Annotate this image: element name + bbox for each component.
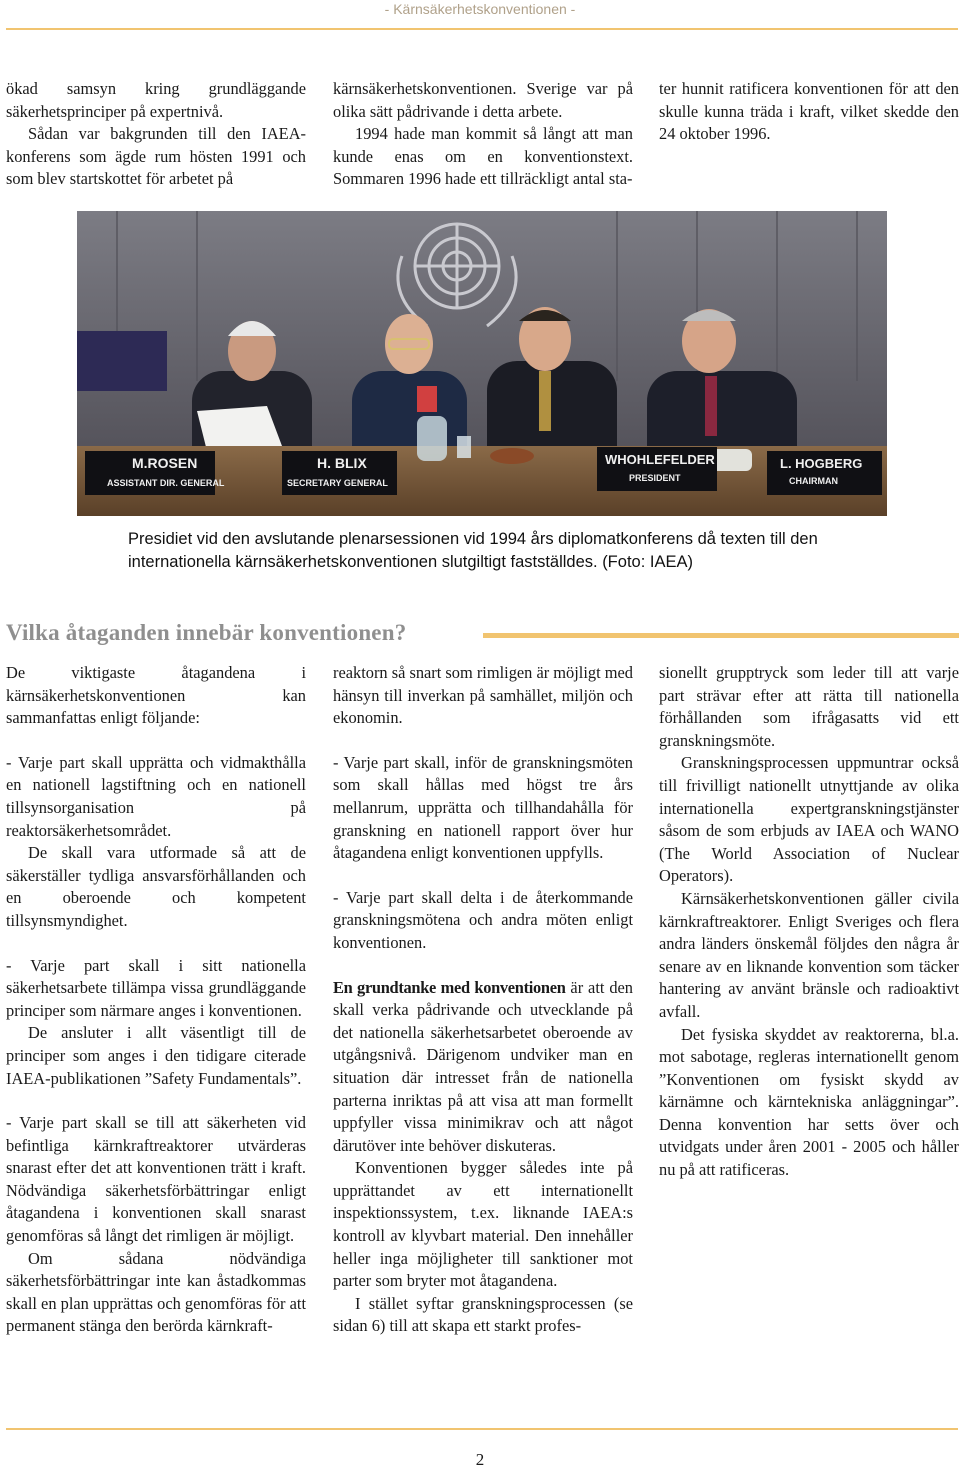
paragraph: ökad samsyn kring grundläggande säkerhetsprinciper på expertnivå. bbox=[6, 79, 306, 121]
top-column-3 bbox=[659, 78, 959, 146]
paragraph: 1994 hade man kommit så långt att man kunde enas om en konventionstext. Sommaren 1996 hade ett tillräckligt antal sta- bbox=[333, 124, 633, 189]
top-column-2 bbox=[333, 78, 633, 191]
heading-accent-bar bbox=[483, 633, 959, 638]
paragraph: kärnsäkerhetskonventionen. Sverige var på olika sätt pådrivande i detta arbete. bbox=[333, 79, 633, 121]
nameplate-name: WHOHLEFELDER bbox=[605, 452, 715, 467]
photo-illustration bbox=[77, 211, 887, 516]
footer-rule bbox=[6, 1428, 958, 1430]
body-column-2 bbox=[333, 662, 633, 1338]
paragraph: Kärnsäkerhetskonventionen gäller civila kärnkraftreaktorer. Enligt Sveriges och flera andra länders önskemål följdes den några år senare av en liknande konvention som täcker hantering av använt bränsle och radioaktivt avfall. bbox=[659, 888, 959, 1021]
paragraph: De ansluter i allt väsentligt till de principer som anges i den tidigare citerade IAEA-publikationen ”Safety Fundamentals”. bbox=[6, 1023, 306, 1088]
nameplate-title: ASSISTANT DIR. GENERAL bbox=[107, 478, 225, 488]
conference-photo bbox=[77, 211, 887, 516]
paragraph: Om sådana nödvändiga säkerhetsförbättringar inte kan åstadkommas skall en plan upprättas och genomföras för att permanent stänga den berörda kärnkraft- bbox=[6, 1248, 306, 1336]
nameplate bbox=[767, 451, 882, 495]
body-column-1 bbox=[6, 662, 306, 1338]
nameplate-title: SECRETARY GENERAL bbox=[287, 478, 388, 488]
paragraph: - Varje part skall i sitt nationella säkerhetsarbete tillämpa vissa grundläggande principer som närmare anges i konventionen. bbox=[6, 955, 306, 1020]
header-rule bbox=[6, 28, 958, 30]
nameplate bbox=[282, 451, 397, 495]
running-header: - Kärnsäkerhetskonventionen - bbox=[384, 1, 576, 17]
lead-in: En grundtanke med konventionen bbox=[333, 977, 566, 997]
nameplate-name: M.ROSEN bbox=[132, 455, 198, 471]
nameplate bbox=[85, 451, 225, 495]
paragraph bbox=[333, 977, 633, 1158]
paragraph: Konventionen bygger således inte på upprättandet av ett internationellt inspektionssystem, t.ex. liknande IAEA:s kontroll av klyvbart material. Den innehåller heller inga möjligheter till sanktioner mot parter som bryter mot åtagandena. bbox=[333, 1158, 633, 1291]
page-number: 2 bbox=[475, 1450, 485, 1469]
paragraph: - Varje part skall se till att säkerheten vid befintliga kärnkraftreaktorer utvärderas snarast efter det att konventionen trätt i kraft. Nödvändiga säkerhetsförbättringar enligt åtagandena i konventionen skall snarast genomföras så långt det rimligen är möjligt. bbox=[6, 1113, 306, 1246]
paragraph: sionellt grupptryck som leder till att varje part strävar efter att rätta till nationella förhållanden som ifrågasatts vid ett granskningsmöte. bbox=[659, 663, 959, 750]
top-column-1 bbox=[6, 78, 306, 191]
nameplate-name: L. HOGBERG bbox=[780, 456, 863, 471]
paragraph: - Varje part skall upprätta och vidmakthålla en nationell lagstiftning och en nationell tillsynsorganisation på reaktorsäkerhetsområdet. bbox=[6, 752, 306, 840]
paragraph: Det fysiska skyddet av reaktorerna, bl.a. mot sabotage, regleras internationellt genom ”Konventionen om fysiskt skydd av kärnämne och kärntekniska anläggningar”. Denna konvention har setts över och utvidgats under åren 2001 - 2005 och håller nu på att ratificeras. bbox=[659, 1024, 959, 1180]
paragraph: I stället syftar granskningsprocessen (se sidan 6) till att skapa ett starkt profes- bbox=[333, 1293, 633, 1336]
paragraph: ter hunnit ratificera konventionen för att den skulle kunna träda i kraft, vilket skedde den 24 oktober 1996. bbox=[659, 79, 959, 144]
paragraph: - Varje part skall, inför de granskningsmöten som skall hållas med högst tre års mellanrum, upprätta och tillhandahålla för granskning en nationell rapport över hur åtagandena enligt konventionen uppfylls. bbox=[333, 752, 633, 863]
body-column-3 bbox=[659, 662, 959, 1182]
paragraph: De skall vara utformade så att de säkerställer tydliga ansvarsförhållanden och en oberoende och kompetent tillsynsmyndighet. bbox=[6, 843, 306, 930]
paragraph: Granskningsprocessen uppmuntrar också till frivilligt nationellt utnyttjande av olika internationella expertgranskningstjänster såsom de som erbjuds av IAEA och WANO (The World Association of Nuclear Operators). bbox=[659, 753, 959, 886]
section-heading: Vilka åtaganden innebär konventionen? bbox=[6, 620, 407, 645]
paragraph: Sådan var bakgrunden till den IAEA-konferens som ägde rum hösten 1991 och som blev startskottet för arbetet på bbox=[6, 124, 306, 189]
paragraph: - Varje part skall delta i de återkommande granskningsmötena och andra möten enligt konventionen. bbox=[333, 887, 633, 952]
paragraph: reaktorn så snart som rimligen är möjligt med hänsyn till inverkan på samhället, miljön och ekonomin. bbox=[333, 663, 633, 728]
nameplate-title: PRESIDENT bbox=[629, 473, 681, 483]
nameplate-title: CHAIRMAN bbox=[789, 476, 838, 486]
nameplate bbox=[597, 447, 717, 491]
paragraph-text: är att den skall verka pådrivande och utvecklande på det nationella säkerhetsarbetet oberoende av utgångsnivå. Därigenom undviker man en situation där intresset från de nationella parterna inriktas på att visa att man formellt uppfyller vissa minimikrav och att något därutöver inte behöver diskuteras. bbox=[333, 977, 634, 1155]
paragraph: De viktigaste åtagandena i kärnsäkerhetskonventionen kan sammanfattas enligt följande: bbox=[6, 663, 306, 728]
photo-caption: Presidiet vid den avslutande plenarsessionen vid 1994 års diplomatkonferens då texten till den internationella kärnsäkerhetskonventionen slutgiltigt fastställdes. (Foto: IAEA) bbox=[128, 530, 818, 571]
nameplate-name: H. BLIX bbox=[317, 455, 367, 471]
